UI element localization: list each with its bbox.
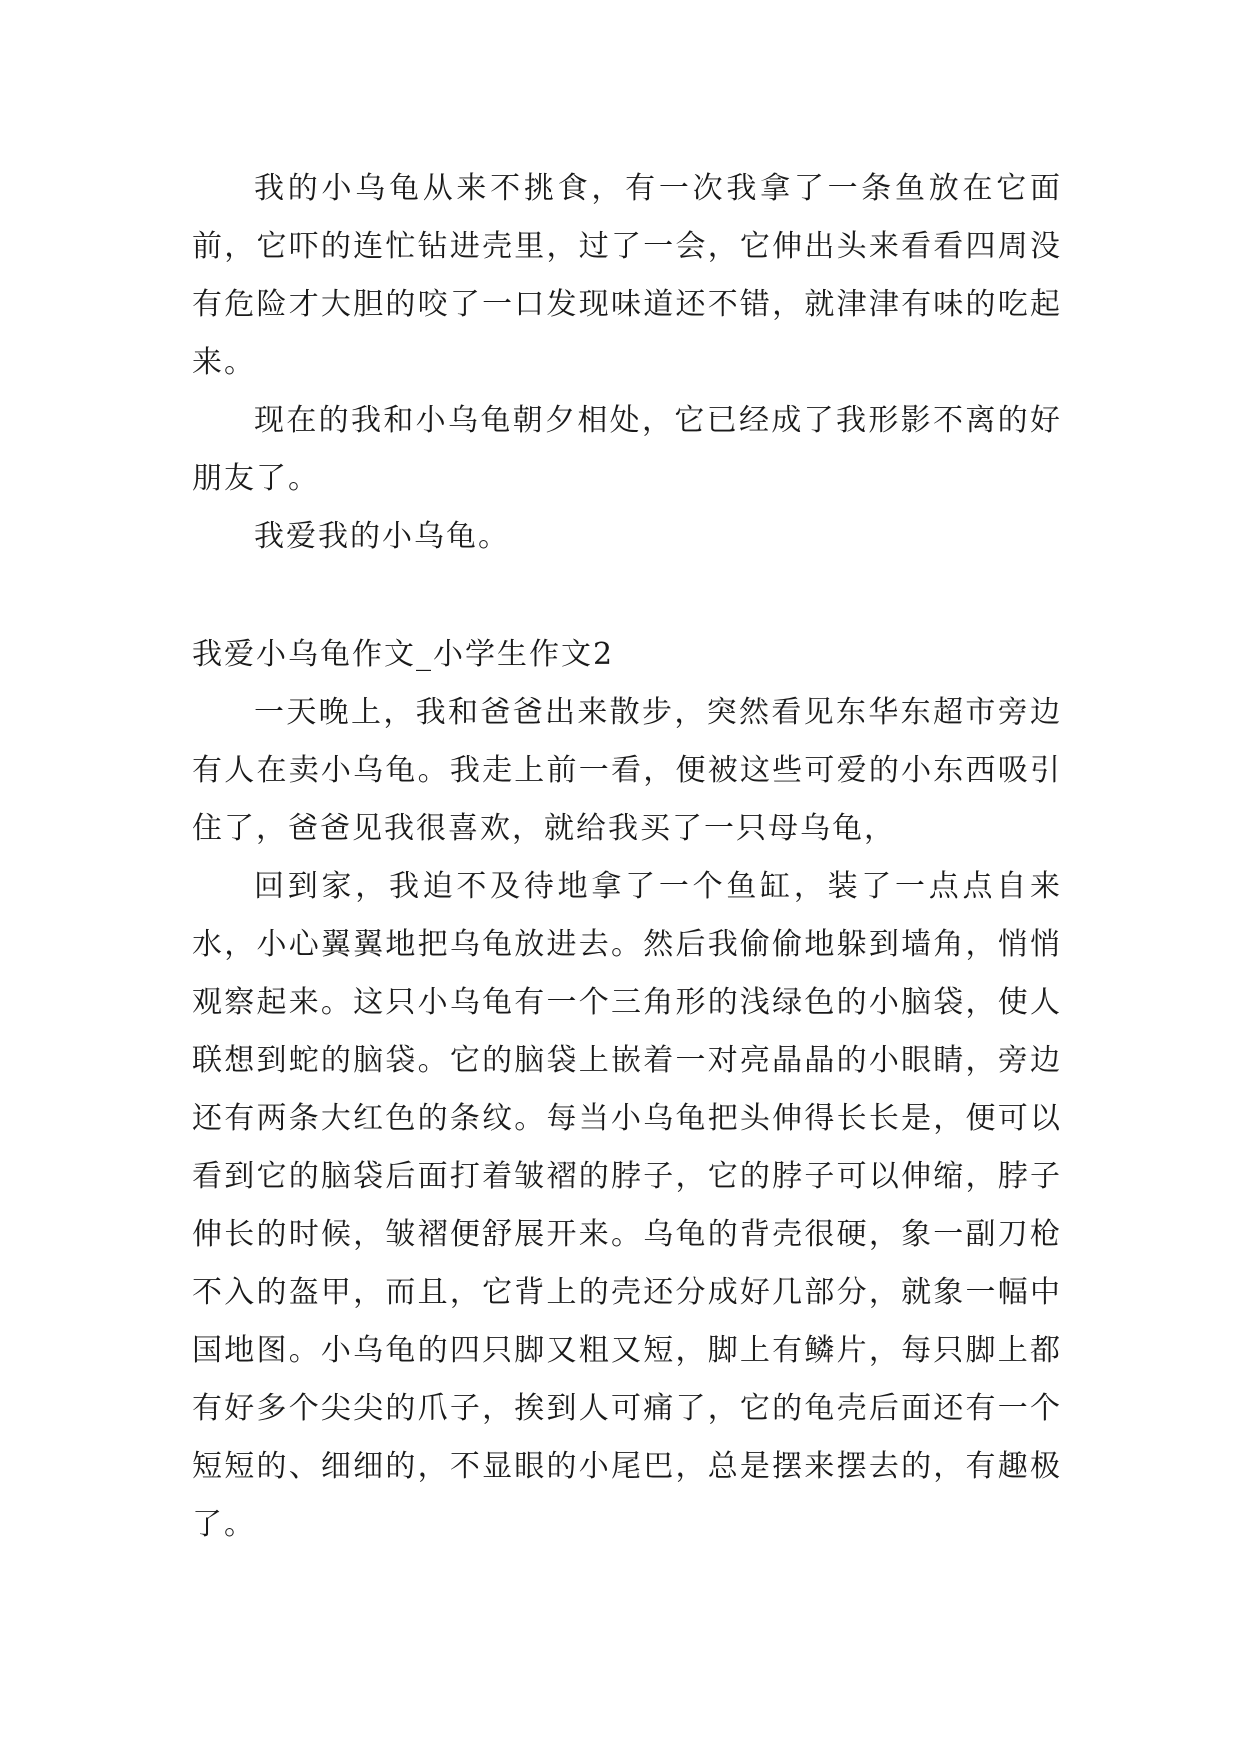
paragraph-good-friend: 现在的我和小乌龟朝夕相处，它已经成了我形影不离的好朋友了。 <box>192 403 1062 496</box>
document-body <box>192 160 1062 1554</box>
paragraph-buying-turtle: 一天晚上，我和爸爸出来散步，突然看见东华东超市旁边有人在卖小乌龟。我走上前一看，便被这些可爱的小东西吸引住了，爸爸见我很喜欢，就给我买了一只母乌龟， <box>192 695 1062 846</box>
essay-title: 我爱小乌龟作文_小学生作文2 <box>192 637 615 672</box>
paragraph-observing-turtle: 回到家，我迫不及待地拿了一个鱼缸，装了一点点自来水，小心翼翼地把乌龟放进去。然后我偷偷地躲到墙角，悄悄观察起来。这只小乌龟有一个三角形的浅绿色的小脑袋，使人联想到蛇的脑袋。它的脑袋上嵌着一对亮晶晶的小眼睛，旁边还有两条大红色的条纹。每当小乌龟把头伸得长长是，便可以看到它的脑袋后面打着皱褶的脖子，它的脖子可以伸缩，脖子伸长的时候，皱褶便舒展开来。乌龟的背壳很硬，象一副刀枪不入的盔甲，而且，它背上的壳还分成好几部分，就象一幅中国地图。小乌龟的四只脚又粗又短，脚上有鳞片，每只脚上都有好多个尖尖的爪子，挨到人可痛了，它的龟壳后面还有一个短短的、细细的，不显眼的小尾巴，总是摆来摆去的，有趣极了。 <box>192 869 1062 1542</box>
paragraph-i-love-turtle: 我爱我的小乌龟。 <box>254 519 510 554</box>
paragraph-turtle-eating: 我的小乌龟从来不挑食，有一次我拿了一条鱼放在它面前，它吓的连忙钻进壳里，过了一会，它伸出头来看看四周没有危险才大胆的咬了一口发现味道还不错，就津津有味的吃起来。 <box>192 171 1062 380</box>
